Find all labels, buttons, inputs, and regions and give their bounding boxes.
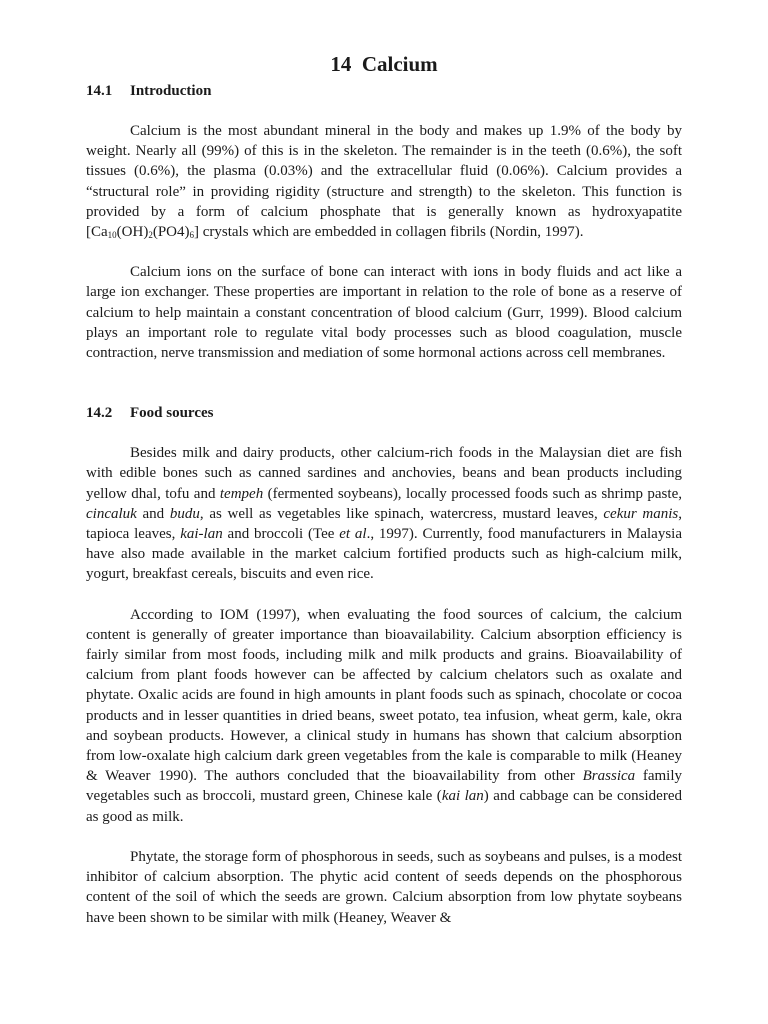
paragraph-food-2: According to IOM (1997), when evaluating the food sources of calcium, the calcium content is generally of greater importance than bioavailability. Calcium absorption efficiency is fairly similar from most foods, including milk and milk products and grains. Bioavailability of calcium from plant foods however can be affected by calcium chelators such as oxalate and phytate. Oxalic acids are found in high amounts in plant foods such as spinach, chocolate or cocoa products and in lesser quantities in dried beans, sweet potato, tea infusion, wheat germ, kale, okra and soybean products. However, a clinical study in humans has shown that calcium absorption from low-oxalate high calcium dark green vegetables from the kale is comparable to milk (Heaney & Weaver 1990). The authors concluded that the bioavailability from other Brassica family vegetables such as broccoli, mustard green, Chinese kale (kai lan) and cabbage can be considered as good as milk. — [86, 606, 683, 825]
section-number: 14.1 — [86, 83, 113, 99]
section-heading-introduction — [86, 81, 682, 101]
paragraph-food-1: Besides milk and dairy products, other calcium-rich foods in the Malaysian diet are fish with edible bones such as canned sardines and anchovies, beans and bean products including yellow dhal, tofu and tempeh (fermented soybeans), locally processed foods such as shrimp paste, cincaluk and budu, as well as vegetables like spinach, watercress, mustard leaves, cekur manis, tapioca leaves, kai-lan and broccoli (Tee et al., 1997). Currently, food manufacturers in Malaysia have also made available in the market calcium fortified products such as high-calcium milk, yogurt, breakfast cereals, biscuits and even rice. — [86, 445, 682, 583]
section-number: 14.2 — [86, 405, 113, 422]
paragraph-intro-1: Calcium is the most abundant mineral in the body and makes up 1.9% of the body by weight. Nearly all (99%) of this is in the skeleton. The remainder is in the teeth (0.6%), the soft tissues (0.6%), the plasma (0.03%) and the extracellular fluid (0.06%). Calcium provides a “structural role” in providing rigidity (structure and strength) to the skeleton. This function is provided by a form of calcium phosphate that is generally known as hydroxyapatite $[Ca_{10}(OH)_2(PO4)_6]$ crystals which are embedded in collagen fibrils (Nordin, 1997). — [86, 123, 682, 241]
document-page — [86, 50, 682, 928]
chapter-title: 14 Calcium — [330, 52, 438, 76]
section-heading-food-sources — [86, 403, 682, 423]
section-title: Introduction — [130, 83, 212, 99]
paragraph-intro-2: Calcium ions on the surface of bone can interact with ions in body fluids and act like a large ion exchanger. These properties are important in relation to the role of bone as a reserve of calcium to help maintain a constant concentration of blood calcium (Gurr, 1999). Blood calcium plays an important role to regulate vital body processes such as blood coagulation, muscle contraction, nerve transmission and mediation of some hormonal actions across cell membranes. — [86, 264, 682, 362]
paragraph-food-3: Phytate, the storage form of phosphorous in seeds, such as soybeans and pulses, is a modest inhibitor of calcium absorption. The phytic acid content of seeds depends on the phosphorous content of the soil of which the seeds are grown. Calcium absorption from low phytate soybeans have been shown to be similar with milk (Heaney, Weaver & — [86, 848, 682, 926]
section-title: Food sources — [130, 405, 214, 422]
